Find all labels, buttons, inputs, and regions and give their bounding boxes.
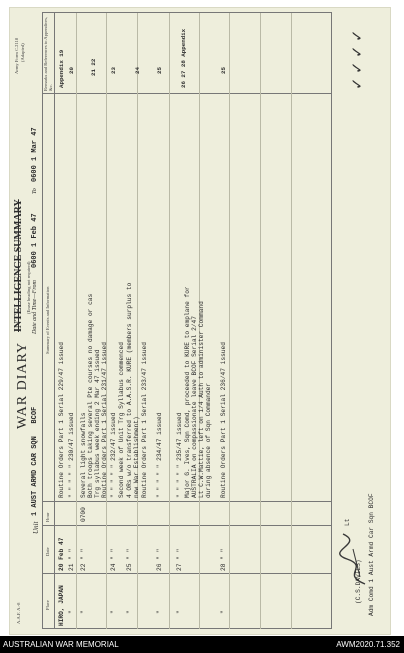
appendix-ref: Appendix 19 [58,49,65,88]
column-header-hour: Hour [45,512,50,522]
army-form-adapted: (Adapted) [20,43,25,62]
unit-label: Unit [32,521,40,534]
archive-name: AUSTRALIAN WAR MEMORIAL [3,640,119,649]
column-rule [42,573,332,574]
column-rule [42,501,332,502]
date-to: 0600 1 Mar 47 [31,127,39,182]
entry-date: 28 " " [220,548,227,571]
entry-place: " [126,610,133,614]
entry-summary-line: " " " " " 232/47 issued [110,412,117,498]
column-rule [42,93,332,94]
entry-place: " [68,610,75,614]
entry-summary-line: Routine Orders Part 1 Serial 236/47 issued [220,342,227,498]
entry-place: " [156,610,163,614]
entry-summary-line: Routine Orders Part 1 Serial 231/47 issued [101,342,108,498]
entry-date: 21 " " [68,548,75,571]
archive-footer [0,636,404,653]
appendix-ref: 24 [134,67,141,74]
row-rule [260,13,261,629]
erase-note: (Erase heading not required) [26,261,31,314]
column-rule [42,628,332,629]
entry-place: " [110,610,117,614]
signatory-name: (C.S.DAVIES) [355,559,362,604]
check-mark-icon: ✓ [350,61,366,74]
entry-date: 22 " " [80,548,87,571]
entry-date: 24 " " [110,548,117,571]
title-war-diary: WAR DIARY [15,341,30,429]
date-time-label: Date and Time—From [32,280,38,334]
entry-summary-line: AUSTRALIA on compassionate leave BCOF Serial 2/47 [191,316,198,498]
appendix-ref: 21 22 [90,58,97,76]
entry-date: 25 " " [126,548,133,571]
row-rule [76,13,77,629]
row-rule [229,13,230,629]
table-top-border [42,13,43,629]
entry-summary-line: " " " " " 234/47 issued [156,412,163,498]
check-mark-icon: ✓ [350,45,366,58]
entry-place: HIRO, JAPAN [58,585,65,626]
appendix-ref: 25 [220,67,227,74]
entry-date: 27 " " [176,548,183,571]
entry-hour: 0700 [80,507,87,522]
column-header-remarks: Remarks and References to Appendices, &c. [43,16,53,91]
column-rule [42,12,332,13]
entry-summary-line: Several light snowfalls [80,412,87,498]
archive-reference: AWM2020.71.352 [336,640,400,649]
row-rule [291,13,292,629]
column-header-summary: Summary of Events and Information [45,286,50,354]
entry-place: " [220,610,227,614]
corner-code: A.A.F. A.-8 [16,602,21,624]
entry-summary-line: Trg syllabus week ending 2 Mar 47 issued [94,349,101,498]
header-rule [54,13,55,629]
entry-summary-line: during absence of Sqn Commander [205,382,212,498]
entry-summary-line: Second week of Unit Trg Syllabus commenced [118,342,125,498]
check-mark-icon: ✓ [350,29,366,42]
appendix-ref: 25 [156,67,163,74]
unit-value: 1 AUST ARMD CAR SQN BCOF [31,406,39,516]
entry-summary-line: Major G. Ives, Sqn Comd, proceeded to KURE to emplane for [184,286,191,498]
entry-summary-line: 4 ORs w/o transferred to A.A.S.R. KURE (members surplus to [126,282,133,498]
appendix-ref: 20 [68,67,75,74]
table-bottom-border [331,13,332,629]
rotated-form [10,8,390,634]
army-form-number: Army Form C.2118 [14,37,19,74]
entry-place: " [176,610,183,614]
war-diary-page [10,8,390,634]
signatory-appointment: Adm Comd 1 Aust Armd Car Sqn BCOF [368,493,375,616]
entry-summary-line: Routine Orders Part 1 Serial 233/47 issued [141,342,148,498]
row-rule [106,13,107,629]
title-intelligence-summary: INTELLIGENCE SUMMARY [13,199,24,332]
column-header-date: Date [45,547,50,556]
check-mark-icon: ✓ [350,77,366,90]
row-rule [137,13,138,629]
appendix-ref: 26 27 28 Appendix [180,28,187,88]
entry-date: 20 Feb 47 [58,537,65,571]
entry-summary-line: Lt C.W.Mattie, left on 1/4 Auth to administer Command [198,301,205,498]
column-rule [42,525,332,526]
entry-date: 26 " " [156,548,163,571]
entry-summary-line: Both troops taking several Pte courses no damage or cas [87,293,94,498]
column-header-place: Place [45,600,50,610]
signatory-rank: Lt [344,518,351,526]
entry-summary-line: new War Establishment) [133,416,140,498]
entry-place: " [80,610,87,614]
entry-summary-line: Routine Orders Part 1 Serial 229/47 issued [58,342,65,498]
to-label: To [32,188,38,194]
row-rule [169,13,170,629]
entry-summary-line: " " " " " 235/47 issued [176,412,183,498]
appendix-ref: 23 [110,67,117,74]
entry-summary-line: " " " " " 230/47 issued [68,412,75,498]
date-from: 0600 1 Feb 47 [31,213,39,268]
